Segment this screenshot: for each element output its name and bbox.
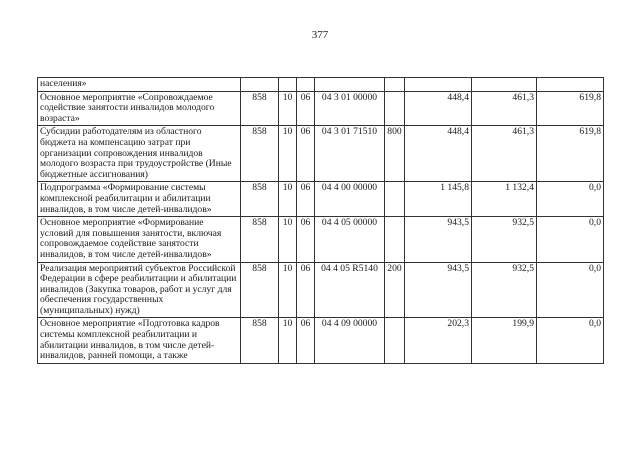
cell-year1: 943,5: [405, 262, 472, 318]
cell-year2: [472, 78, 537, 92]
table-row: [38, 91, 604, 126]
cell-year3: 0,0: [537, 318, 604, 363]
cell-vr: [385, 318, 405, 363]
cell-vr: [385, 78, 405, 92]
cell-vr: [385, 91, 405, 126]
cell-name: Субсидии работодателям из областного бюджета на компенсацию затрат при организации сопровождения инвалидов молодого возраста при трудоустройстве (Иные бюджетные ассигнования): [38, 126, 241, 182]
cell-name: Основное мероприятие «Подготовка кадров системы комплексной реабилитации и абилитации инвалидов, в том числе детей-инвалидов, ранней помощи, а также: [38, 318, 241, 363]
cell-csr: 04 4 05 00000: [315, 217, 385, 262]
cell-section: 10: [279, 318, 297, 363]
table-row: [38, 126, 604, 182]
cell-name: населения»: [38, 78, 241, 92]
cell-subsection: 06: [297, 126, 315, 182]
cell-year3: 0,0: [537, 262, 604, 318]
cell-ministry: 858: [241, 182, 279, 217]
cell-csr: [315, 78, 385, 92]
table-row: [38, 318, 604, 363]
cell-year1: 1 145,8: [405, 182, 472, 217]
cell-year2: 461,3: [472, 91, 537, 126]
table-row: [38, 182, 604, 217]
cell-csr: 04 4 09 00000: [315, 318, 385, 363]
cell-year1: 943,5: [405, 217, 472, 262]
cell-section: 10: [279, 182, 297, 217]
cell-year2: 932,5: [472, 217, 537, 262]
cell-year2: 1 132,4: [472, 182, 537, 217]
budget-table: [37, 77, 604, 364]
table-row: [38, 262, 604, 318]
cell-year3: 0,0: [537, 182, 604, 217]
cell-name: Реализация мероприятий субъектов Российской Федерации в сфере реабилитации и абилитации инвалидов (Закупка товаров, работ и услуг для обеспечения государственных (муниципальных) нужд): [38, 262, 241, 318]
cell-csr: 04 4 00 00000: [315, 182, 385, 217]
cell-subsection: 06: [297, 182, 315, 217]
table-row: [38, 78, 604, 92]
cell-year1: 202,3: [405, 318, 472, 363]
table-row: [38, 217, 604, 262]
cell-ministry: 858: [241, 318, 279, 363]
cell-section: [279, 78, 297, 92]
cell-year1: 448,4: [405, 91, 472, 126]
cell-year2: 199,9: [472, 318, 537, 363]
cell-year2: 932,5: [472, 262, 537, 318]
cell-name: Подпрограмма «Формирование системы комплексной реабилитации и абилитации инвалидов, в том числе детей-инвалидов»: [38, 182, 241, 217]
cell-ministry: 858: [241, 217, 279, 262]
cell-subsection: 06: [297, 318, 315, 363]
cell-year3: 0,0: [537, 217, 604, 262]
cell-section: 10: [279, 126, 297, 182]
cell-ministry: 858: [241, 262, 279, 318]
page-number: 377: [311, 29, 329, 41]
cell-vr: 800: [385, 126, 405, 182]
cell-year3: 619,8: [537, 126, 604, 182]
cell-csr: 04 3 01 71510: [315, 126, 385, 182]
cell-year1: [405, 78, 472, 92]
cell-year1: 448,4: [405, 126, 472, 182]
cell-vr: [385, 217, 405, 262]
cell-subsection: 06: [297, 217, 315, 262]
cell-subsection: 06: [297, 262, 315, 318]
cell-year2: 461,3: [472, 126, 537, 182]
cell-year3: 619,8: [537, 91, 604, 126]
cell-name: Основное мероприятие «Формирование условий для повышения занятости, включая сопровождаемое содействие занятости инвалидов, в том числе детей-инвалидов»: [38, 217, 241, 262]
cell-subsection: [297, 78, 315, 92]
cell-csr: 04 4 05 R5140: [315, 262, 385, 318]
cell-section: 10: [279, 91, 297, 126]
cell-year3: [537, 78, 604, 92]
cell-ministry: 858: [241, 126, 279, 182]
cell-name: Основное мероприятие «Сопровождаемое содействие занятости инвалидов молодого возраста»: [38, 91, 241, 126]
cell-subsection: 06: [297, 91, 315, 126]
cell-csr: 04 3 01 00000: [315, 91, 385, 126]
cell-section: 10: [279, 262, 297, 318]
table-body: [38, 78, 604, 364]
cell-ministry: 858: [241, 91, 279, 126]
cell-ministry: [241, 78, 279, 92]
cell-vr: [385, 182, 405, 217]
cell-section: 10: [279, 217, 297, 262]
cell-vr: 200: [385, 262, 405, 318]
